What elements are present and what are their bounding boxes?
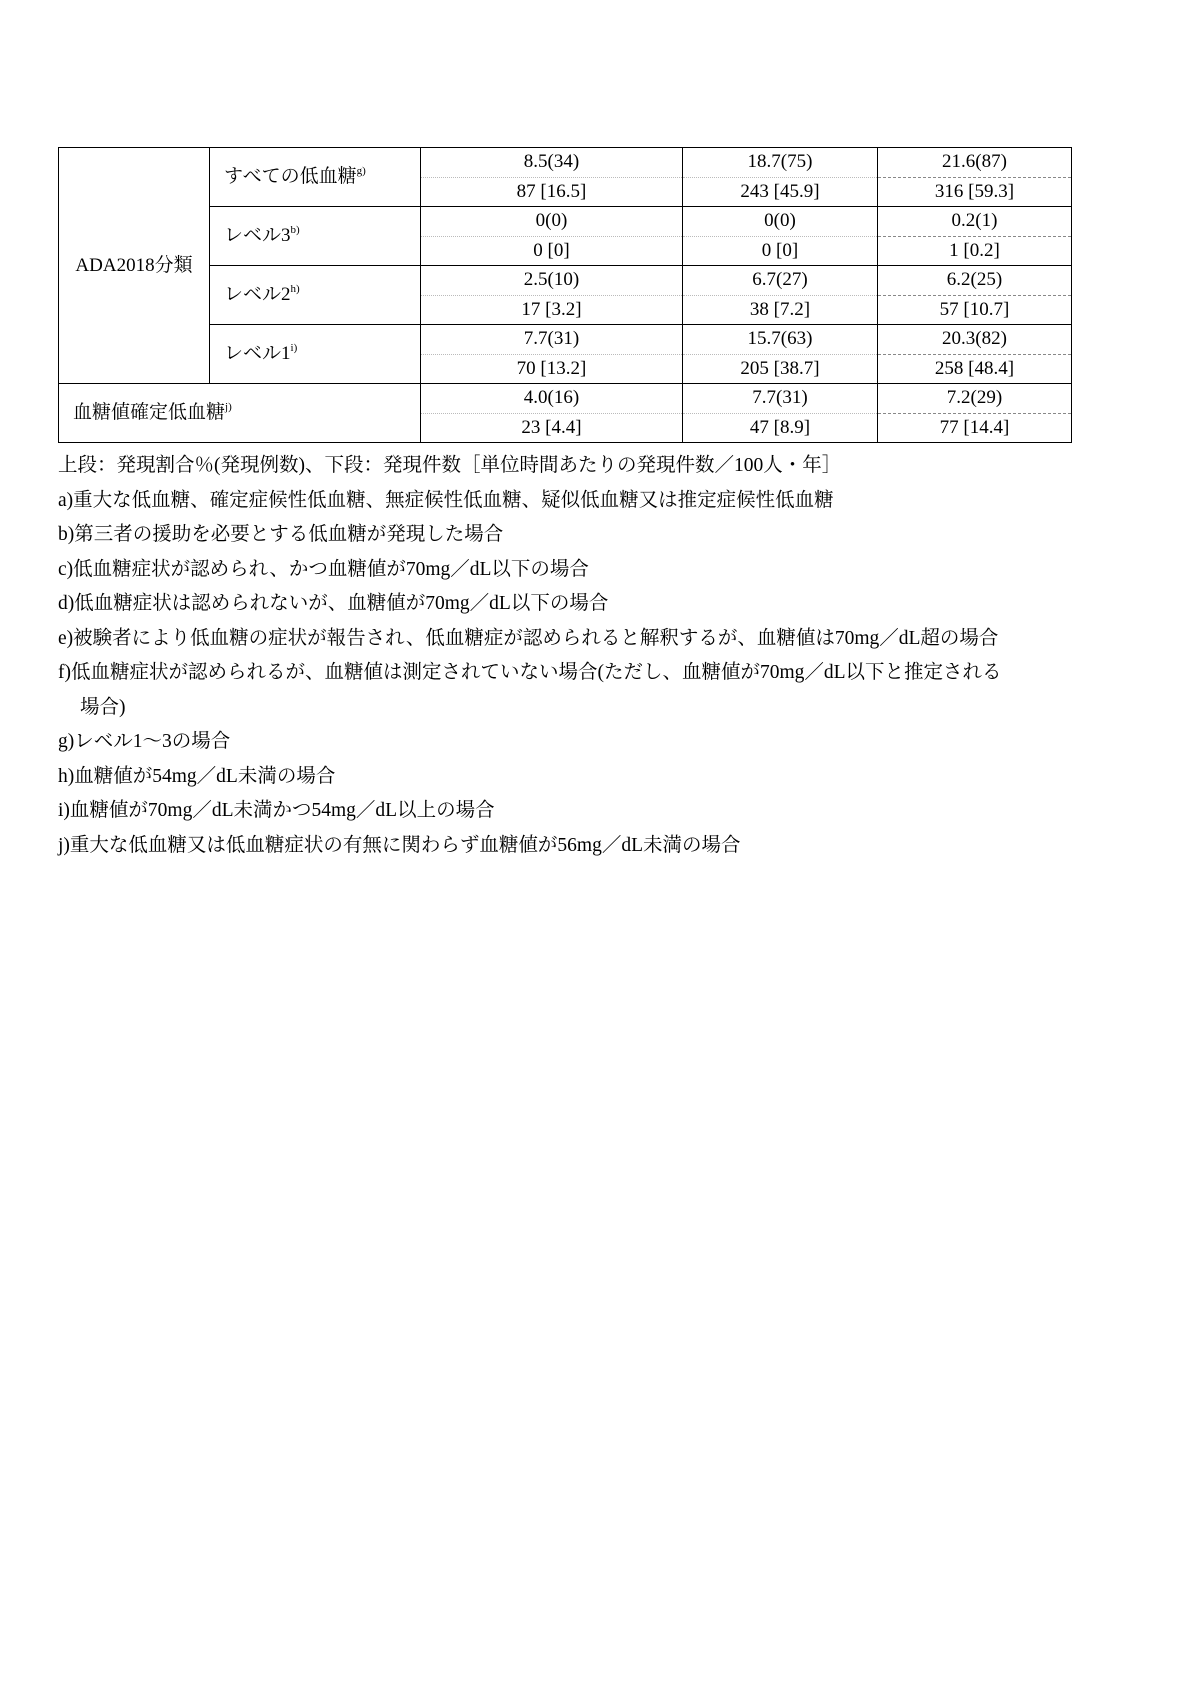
note-i: i)血糖値が70mg／dL未満かつ54mg／dL以上の場合 [58,800,495,821]
rate-cell: 4.0(16) [421,384,683,414]
count-cell: 1 [0.2] [878,236,1072,266]
note-j: j)重大な低血糖又は低血糖症状の有無に関わらず血糖値が56mg／dL未満の場合 [58,834,741,856]
footnote-ref: i) [290,342,298,354]
row-label-text: すべての低血糖 [224,166,357,187]
row-label-text: レベル1 [224,343,291,364]
note-g: g)レベル1～3の場合 [58,731,231,752]
note-b: b)第三者の援助を必要とする低血糖が発現した場合 [58,524,504,545]
count-cell: 0 [0] [683,236,878,266]
rate-cell: 6.2(25) [878,266,1072,296]
row-label [59,384,421,443]
rate-cell: 18.7(75) [683,148,878,178]
ada2018-category: ADA2018分類 [59,148,210,384]
row-label [210,148,421,207]
rate-cell: 7.7(31) [683,384,878,414]
count-cell: 243 [45.9] [683,177,878,207]
rate-cell: 0(0) [421,207,683,237]
count-cell: 47 [8.9] [683,413,878,443]
footnote-ref: j) [225,401,232,413]
rate-cell: 21.6(87) [878,148,1072,178]
table-row [59,266,1072,296]
count-cell: 70 [13.2] [421,354,683,384]
count-cell: 57 [10.7] [878,295,1072,325]
note-d: d)低血糖症状は認められないが、血糖値が70mg／dL以下の場合 [58,593,609,614]
rate-cell: 7.7(31) [421,325,683,355]
row-label [210,266,421,325]
row-label-text: レベル3 [224,225,291,246]
note-h: h)血糖値が54mg／dL未満の場合 [58,765,336,787]
count-cell: 205 [38.7] [683,354,878,384]
count-cell: 77 [14.4] [878,413,1072,443]
table-row [59,325,1072,355]
rate-cell: 20.3(82) [878,325,1072,355]
count-cell: 87 [16.5] [421,177,683,207]
table-row [59,207,1072,237]
rate-cell: 8.5(34) [421,148,683,178]
count-cell: 0 [0] [421,236,683,266]
rate-cell: 2.5(10) [421,266,683,296]
note-legend: 上段：発現割合％(発現例数)、下段：発現件数［単位時間あたりの発現件数／100人・年］ [58,455,842,476]
count-cell: 316 [59.3] [878,177,1072,207]
footnotes [58,449,1002,863]
rate-cell: 0(0) [683,207,878,237]
note-a: a)重大な低血糖、確定症候性低血糖、無症候性低血糖、疑似低血糖又は推定症候性低血糖 [58,489,834,511]
footnote-ref: h) [290,283,300,295]
rate-cell: 0.2(1) [878,207,1072,237]
table-row [59,384,1072,414]
note-e: e)被験者により低血糖の症状が報告され、低血糖症が認められると解釈するが、血糖値は70mg／dL超の場合 [58,627,999,649]
row-label-text: レベル2 [224,284,291,305]
row-label [210,325,421,384]
count-cell: 258 [48.4] [878,354,1072,384]
rate-cell: 15.7(63) [683,325,878,355]
row-label-text: 血糖値確定低血糖 [73,402,226,423]
count-cell: 23 [4.4] [421,413,683,443]
row-label [210,207,421,266]
rate-cell: 7.2(29) [878,384,1072,414]
note-c: c)低血糖症状が認められ、かつ血糖値が70mg／dL以下の場合 [58,558,589,580]
note-f-continued: 場合) [80,696,126,718]
note-f: f)低血糖症状が認められるが、血糖値は測定されていない場合(ただし、血糖値が70mg／dL以下と推定される [58,662,1002,683]
count-cell: 17 [3.2] [421,295,683,325]
hypoglycemia-table [58,147,1072,443]
rate-cell: 6.7(27) [683,266,878,296]
table-row [59,148,1072,178]
footnote-ref: b) [290,224,300,236]
footnote-ref: g) [356,165,366,177]
count-cell: 38 [7.2] [683,295,878,325]
